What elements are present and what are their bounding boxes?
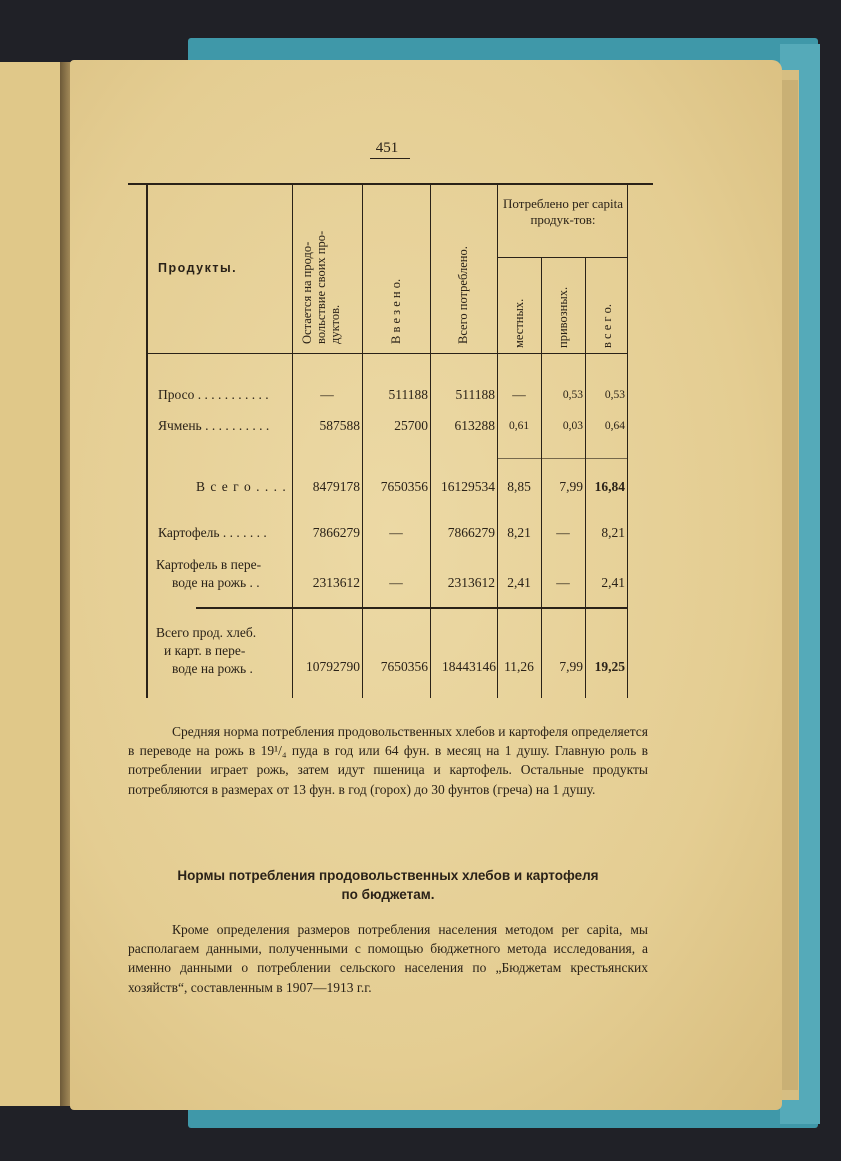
- left-page: [0, 62, 68, 1106]
- cell-remaining: 8479178: [312, 479, 360, 494]
- header-total-pc: в с е г о.: [600, 303, 614, 348]
- row-label: В с е г о . . . .: [196, 479, 287, 494]
- cell-total-pc: 19,25: [594, 659, 625, 674]
- header-total-consumed: Всего потреблено.: [456, 246, 470, 344]
- cell-imported: 25700: [394, 418, 428, 433]
- header-products: Продукты.: [158, 261, 238, 275]
- col-rule-6: [585, 258, 586, 698]
- cell-total-pc: 0,64: [604, 420, 625, 432]
- cell-imported: —: [389, 525, 403, 540]
- subtotal-rule: [498, 458, 628, 459]
- cell-total: 2313612: [447, 575, 495, 590]
- cell-remaining: 7866279: [312, 525, 360, 540]
- page-number-rule: [370, 158, 410, 159]
- cell-total: 18443146: [442, 659, 496, 674]
- cell-total-pc: 8,21: [601, 525, 625, 540]
- cell-local: —: [512, 387, 526, 402]
- cell-imported: 7650356: [380, 659, 428, 674]
- paragraph-budgets: [128, 920, 648, 997]
- cell-remaining: 10792790: [306, 659, 360, 674]
- table-top-rule: [128, 183, 653, 185]
- cell-local: 2,41: [507, 575, 531, 590]
- cell-total-pc: 2,41: [601, 575, 625, 590]
- cell-imported: 511188: [388, 387, 428, 402]
- row-label-line1: Всего прод. хлеб.: [156, 625, 257, 640]
- row-label-line3: воде на рожь .: [172, 661, 253, 676]
- col-rule-3: [430, 183, 431, 698]
- cell-local: 0,61: [508, 420, 530, 432]
- per-capita-sub-rule: [498, 257, 628, 258]
- cell-total: 7866279: [447, 525, 495, 540]
- col-rule-5: [541, 258, 542, 698]
- total-rule: [196, 607, 628, 609]
- paragraph-consumption-norm: [128, 722, 648, 799]
- col-rule-2: [362, 183, 363, 698]
- row-label-line1: Картофель в пере-: [156, 557, 262, 572]
- header-remaining: Остается на продо- вольствие своих про- дуктов.: [300, 230, 342, 344]
- heading-line1: Нормы потребления продовольственных хлебов и картофеля: [177, 868, 599, 883]
- cell-remaining: 2313612: [312, 575, 360, 590]
- cell-imported-pc: —: [556, 575, 570, 590]
- header-per-capita: Потреблено per capita продук-тов:: [503, 196, 623, 227]
- cell-total: 16129534: [441, 479, 495, 494]
- heading-line2: по бюджетам.: [341, 887, 435, 902]
- page-number: 451: [375, 140, 399, 156]
- cell-local: 8,21: [507, 525, 531, 540]
- cell-total: 511188: [455, 387, 495, 402]
- paragraph-text: Кроме определения размеров потребления населения методом per capita, мы располагаем данными, полученными с помощью бюджетного метода исследования, а именно данными о потреблении сельского населения по „Бюджетам крестьянских хозяйств“, составленным в 1907—1913 г.г.: [128, 922, 648, 995]
- row-label-line2: и карт. в пере-: [164, 643, 246, 658]
- cell-imported: —: [389, 575, 403, 590]
- cell-imported-pc: 0,03: [562, 420, 583, 432]
- row-label: Просо . . . . . . . . . . .: [158, 387, 269, 402]
- table-right-rule: [627, 183, 628, 698]
- cell-local: 11,26: [504, 659, 534, 674]
- col-rule-1: [292, 183, 293, 698]
- row-label: Ячмень . . . . . . . . . .: [158, 418, 270, 433]
- cell-total: 613288: [454, 418, 495, 433]
- cell-imported-pc: —: [556, 525, 570, 540]
- cell-total-pc: 16,84: [594, 479, 625, 494]
- table-left-rule: [146, 183, 148, 698]
- row-label: Картофель . . . . . . .: [158, 525, 267, 540]
- header-imported: В в е з е н о.: [389, 278, 403, 344]
- cell-imported: 7650356: [380, 479, 428, 494]
- cell-imported-pc: 7,99: [559, 479, 583, 494]
- col-rule-4: [497, 183, 498, 698]
- row-label-line2: воде на рожь . .: [172, 575, 260, 590]
- cell-local: 8,85: [507, 479, 531, 494]
- header-bottom-rule: [146, 353, 628, 354]
- header-imported-pc: привозных.: [556, 286, 570, 348]
- header-local: местных.: [512, 298, 526, 348]
- cell-total-pc: 0,53: [604, 389, 625, 401]
- cell-imported-pc: 0,53: [562, 389, 583, 401]
- cell-remaining: —: [320, 387, 334, 402]
- section-heading: [128, 866, 648, 904]
- cell-imported-pc: 7,99: [559, 659, 583, 674]
- paragraph-text: Средняя норма потребления продовольственных хлебов и картофеля определяется в переводе на рожь в 19¹/₄ пуда в год или 64 фун. в месяц на 1 душу. Главную роль в потреблении играет рожь, затем идут пшеница и картофель. Остальные продукты потребляются в размерах от 13 фун. в год (горох) до 30 фунтов (греча) на 1 душу.: [128, 724, 648, 797]
- cell-remaining: 587588: [319, 418, 360, 433]
